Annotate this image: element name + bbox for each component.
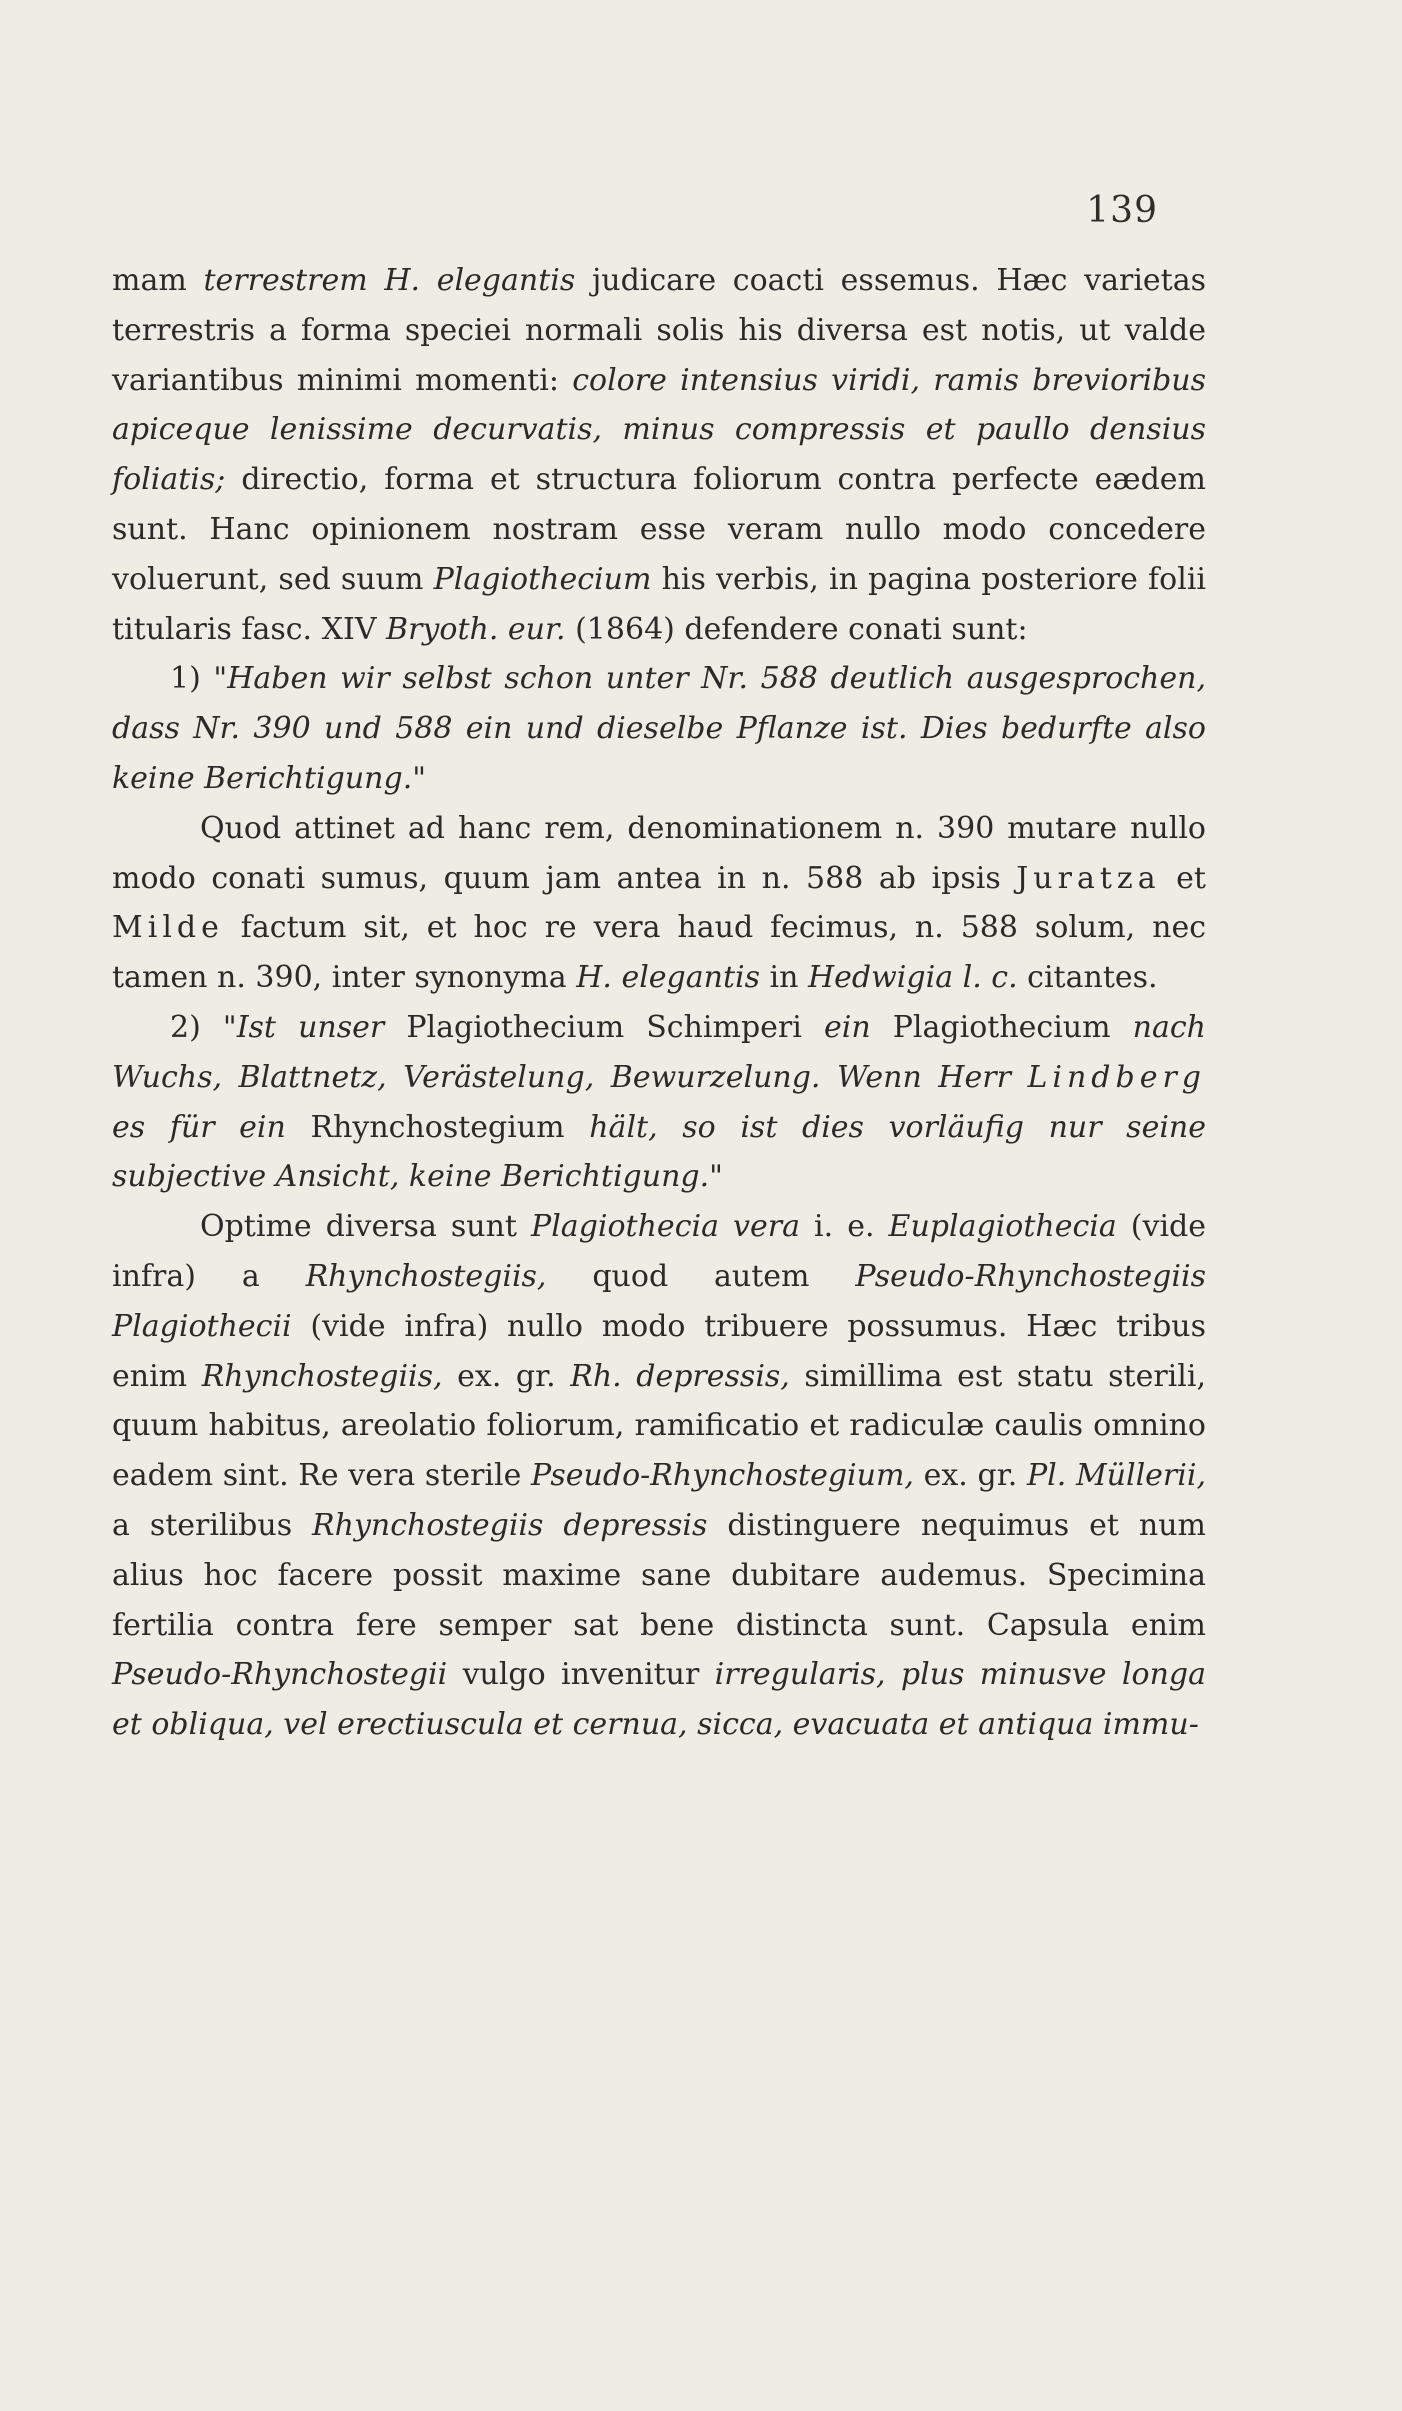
italic-text-run: nach Wuchs, Blattnetz, Verästelung, Bewurzelung. Wenn Herr [112,1009,1206,1095]
italic-text-run: Lindberg [1027,1059,1206,1095]
text-run: quod autem [546,1258,856,1294]
text-run: simillima est statu sterili, quum habitus, areolatio foliorum, ramificatio et radiculæ caulis omnino eadem sint. Re vera sterile [112,1358,1206,1494]
italic-text-run: hält, so ist dies vorläufig nur seine subjective Ansicht, keine Berichtigung." [112,1109,1206,1195]
italic-text-run: Pseudo-Rhynchostegiis Plagiothecii [112,1258,1206,1344]
text-run: his verbis, in pagina posteriore folii titularis fasc. XIV [112,561,1207,647]
text-run: et [1160,860,1206,896]
italic-text-run: Pseudo-Rhynchostegii [112,1657,448,1693]
italic-text-run: Rhynchostegiis depressis [312,1507,708,1543]
text-run: Quod attinet ad hanc rem, denominationem n. 390 mutare nullo modo conati sumus, quum jam antea in n. 588 ab ipsis [112,810,1206,896]
text-run: Plagiothecium Schimperi [384,1009,824,1045]
italic-text-run: "Ist unser [222,1009,385,1045]
paragraph-quote-2 [112,1003,1206,1202]
italic-text-run: es für ein [112,1109,286,1145]
text-run: distinguere nequimus et num alius hoc facere possit maxime sane dubitare audemus. Specimina fertilia contra fere semper sat bene distincta sunt. Capsula enim [112,1507,1207,1643]
text-run: Optime diversa sunt [200,1209,532,1245]
text-run: (vide infra) a [112,1209,1206,1294]
page-number: 139 [1086,190,1158,231]
text-run: i. e. [799,1209,889,1245]
italic-text-run: Bryoth. eur. [386,611,566,647]
italic-text-run: Rh. depressis, [570,1358,790,1394]
body-text [112,256,1206,1750]
italic-text-run: Pl. Müllerii, [1026,1458,1206,1494]
text-run: ex. gr. [442,1358,571,1394]
paragraph [112,804,1206,1003]
italic-text-run: terrestrem H. elegantis [203,263,576,298]
text-run: 2) [170,1009,223,1045]
italic-text-run: "Haben wir selbst schon unter Nr. 588 deutlich ausgesprochen, dass Nr. 390 und 588 ein und dieselbe Pflanze ist. Dies bedurfte also keine Berichtigung." [112,661,1206,796]
italic-text-run: Hedwigia l. c. [808,960,1018,996]
text-run: judicare coacti essemus. Hæc varietas terrestris a forma speciei normali solis his diversa est notis, ut valde variantibus minimi momenti: [112,263,1207,398]
text-run: Plagiothecium [870,1009,1133,1045]
paragraph-quote-1 [112,654,1206,803]
text-run: a sterilibus [112,1507,313,1543]
italic-text-run: Plagiothecia vera [531,1209,800,1245]
italic-text-run: H. elegantis [576,960,760,996]
text-run: in [760,960,808,996]
text-run: vulgo invenitur [447,1657,715,1693]
text-run: (vide infra) nullo modo tribuere possumus. Hæc tribus enim [112,1308,1206,1394]
paragraph [112,1202,1206,1750]
text-run: Juratza [1016,860,1161,896]
italic-text-run: irregularis, plus minusve longa et obliqua, vel erectiuscula et cernua, sicca, evacuata et antiqua immu- [112,1657,1206,1743]
italic-text-run: Pseudo-Rhynchostegium, [531,1458,914,1494]
text-run: directio, forma et structura foliorum contra perfecte eædem sunt. Hanc opinionem nostram esse veram nullo modo concedere voluerunt, sed suum [112,462,1206,597]
italic-text-run: Plagiothecium [433,561,652,597]
paragraph [112,256,1206,654]
text-run: factum sit, et hoc re vera haud fecimus, n. 588 solum, nec tamen n. 390, inter synonyma [112,910,1206,996]
italic-text-run: colore intensius viridi, ramis brevioribus apiceque lenissime decurvatis, minus compressis et paullo densius foliatis; [112,362,1206,498]
text-run: (1864) defendere conati sunt: [565,611,1028,647]
text-run: citantes. [1017,960,1158,996]
italic-text-run: ein [823,1009,871,1045]
italic-text-run: Euplagiothecia [888,1209,1117,1245]
italic-text-run: Rhynchostegiis, [305,1258,547,1294]
text-run: 1) [170,661,214,697]
italic-text-run: Rhynchostegiis, [201,1358,443,1394]
text-run: Rhynchostegium [285,1109,590,1145]
text-run: Milde [112,910,224,946]
text-run: mam [112,263,204,298]
text-run: ex. gr. [913,1458,1027,1494]
